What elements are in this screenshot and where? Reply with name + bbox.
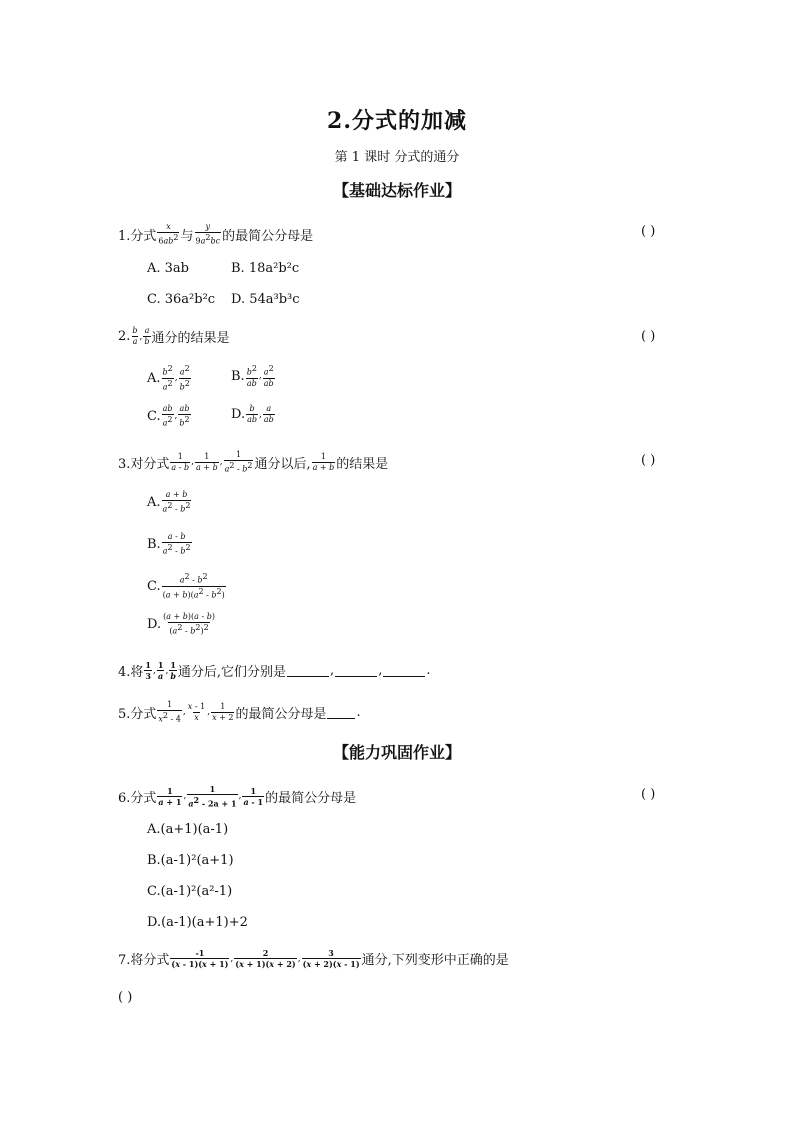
option-6b: B.(a-1)²(a+1) bbox=[147, 853, 234, 868]
option-1c: C. 36a²b²c bbox=[147, 292, 216, 307]
fraction: 1 b bbox=[170, 660, 176, 681]
fraction: x - 1 x bbox=[187, 701, 206, 722]
option-2a: A. $b^2$ $a^2$ , $a^2$ $b^2$ bbox=[147, 364, 190, 392]
question-5-prefix: 5.分式 bbox=[118, 706, 157, 722]
answer-paren-6: ( ) bbox=[641, 787, 656, 802]
option-1a: A. 3ab bbox=[147, 261, 189, 276]
option-6d: D.(a-1)(a+1)+2 bbox=[147, 915, 248, 930]
fraction: 1 a + b bbox=[195, 451, 218, 472]
section-basic-title: 【基础达标作业】 bbox=[332, 181, 461, 200]
question-2-text: 通分的结果是 bbox=[151, 331, 230, 346]
fraction: 1 $a^2 - b^2$ bbox=[224, 450, 253, 474]
fraction: 1 a - 1 bbox=[243, 785, 264, 807]
option-2d: D. b ab , a ab bbox=[231, 404, 274, 424]
option-6c: C.(a-1)²(a²-1) bbox=[147, 884, 233, 899]
question-4: 4.将 1 3 , 1 a , 1 b 通分后,它们分别是 , , . bbox=[118, 660, 431, 681]
answer-blank[interactable] bbox=[383, 664, 425, 677]
question-1-prefix: 1.分式 bbox=[118, 228, 157, 244]
option-1b: B. 18a²b²c bbox=[231, 261, 300, 276]
question-6: 6.分式 1 a + 1 , 1 $a^2 - 2a + 1$ , 1 a - 1 的最简公分母是 bbox=[118, 784, 357, 809]
option-6a: A.(a+1)(a-1) bbox=[147, 822, 229, 837]
question-6-text: 的最简公分母是 bbox=[265, 790, 357, 806]
question-7-prefix: 7.将分式 bbox=[118, 953, 170, 968]
question-1-text: 的最简公分母是 bbox=[222, 228, 314, 244]
fraction: 1 a - b bbox=[171, 451, 190, 472]
question-7: 7.将分式 -1 (x - 1)(x + 1) , 2 (x + 1)(x + 2) , 3 (x + 2)(x - 1) 通分,下列变形中正确的是 bbox=[118, 948, 509, 969]
fraction: 1 $a^2 - 2a + 1$ bbox=[188, 784, 237, 809]
fraction: a b bbox=[144, 326, 150, 346]
fraction: 1 a + 1 bbox=[158, 785, 182, 807]
question-6-prefix: 6.分式 bbox=[118, 790, 157, 806]
question-5-text: 的最简公分母是 bbox=[235, 706, 327, 722]
option-3a: A. a + b $a^2 - b^2$ bbox=[147, 490, 191, 514]
answer-paren-3: ( ) bbox=[641, 453, 656, 468]
page-title: 2.分式的加减 bbox=[327, 108, 467, 134]
section-ability-title: 【能力巩固作业】 bbox=[332, 743, 461, 762]
question-3-prefix: 3.对分式 bbox=[118, 456, 170, 472]
answer-paren-1: ( ) bbox=[641, 224, 656, 239]
answer-blank[interactable] bbox=[327, 706, 355, 719]
question-3-mid: 通分以后, bbox=[254, 456, 311, 472]
question-4-prefix: 4.将 bbox=[118, 665, 144, 680]
fraction: 3 (x + 2)(x - 1) bbox=[302, 948, 360, 969]
option-2b: B. $b^2$ ab , $a^2$ ab bbox=[231, 364, 274, 388]
fraction: 1 $x^2 - 4$ bbox=[158, 700, 181, 724]
fraction: 1 x + 2 bbox=[212, 701, 234, 722]
option-3d: D. (a + b)(a - b) $(a^2 - b^2)^2$ bbox=[147, 612, 215, 636]
fraction: 1 3 bbox=[145, 660, 151, 681]
answer-paren-7: ( ) bbox=[118, 990, 133, 1005]
answer-blank[interactable] bbox=[335, 664, 377, 677]
fraction: x $6ab^2$ bbox=[158, 222, 179, 246]
question-1 bbox=[118, 222, 313, 247]
option-2c: C. ab $a^2$ , ab $b^2$ bbox=[147, 404, 190, 428]
question-3: 3.对分式 1 a - b , 1 a + b , 1 $a^2 - b^2$ 通分以后, 1 a + b 的结果是 bbox=[118, 450, 389, 474]
question-7-text: 通分,下列变形中正确的是 bbox=[361, 953, 509, 968]
question-2-prefix: 2. bbox=[118, 329, 131, 344]
question-1-mid: 与 bbox=[180, 228, 194, 244]
fraction: b a bbox=[132, 326, 138, 346]
option-3c: C. $a^2 - b^2$ $(a + b)(a^2 - b^2)$ bbox=[147, 572, 225, 600]
answer-paren-2: ( ) bbox=[641, 329, 656, 344]
option-1d: D. 54a³b³c bbox=[231, 292, 300, 307]
fraction: -1 (x - 1)(x + 1) bbox=[171, 948, 229, 969]
question-5: 5.分式 1 $x^2 - 4$ , x - 1 x , 1 x + 2 的最简公分母是 . bbox=[118, 700, 361, 724]
fraction: 1 a + b bbox=[312, 451, 335, 472]
answer-blank[interactable] bbox=[287, 664, 329, 677]
fraction: 2 (x + 1)(x + 2) bbox=[235, 948, 296, 969]
question-4-text: 通分后,它们分别是 bbox=[177, 665, 287, 680]
fraction: y $9a^2bc$ bbox=[195, 222, 221, 246]
page-subtitle: 第 1 课时 分式的通分 bbox=[334, 150, 460, 165]
question-3-text: 的结果是 bbox=[336, 456, 389, 472]
fraction: 1 a bbox=[157, 660, 164, 681]
option-3b: B. a - b $a^2 - b^2$ bbox=[147, 532, 191, 556]
question-2: 2. b a , a b 通分的结果是 bbox=[118, 326, 230, 346]
